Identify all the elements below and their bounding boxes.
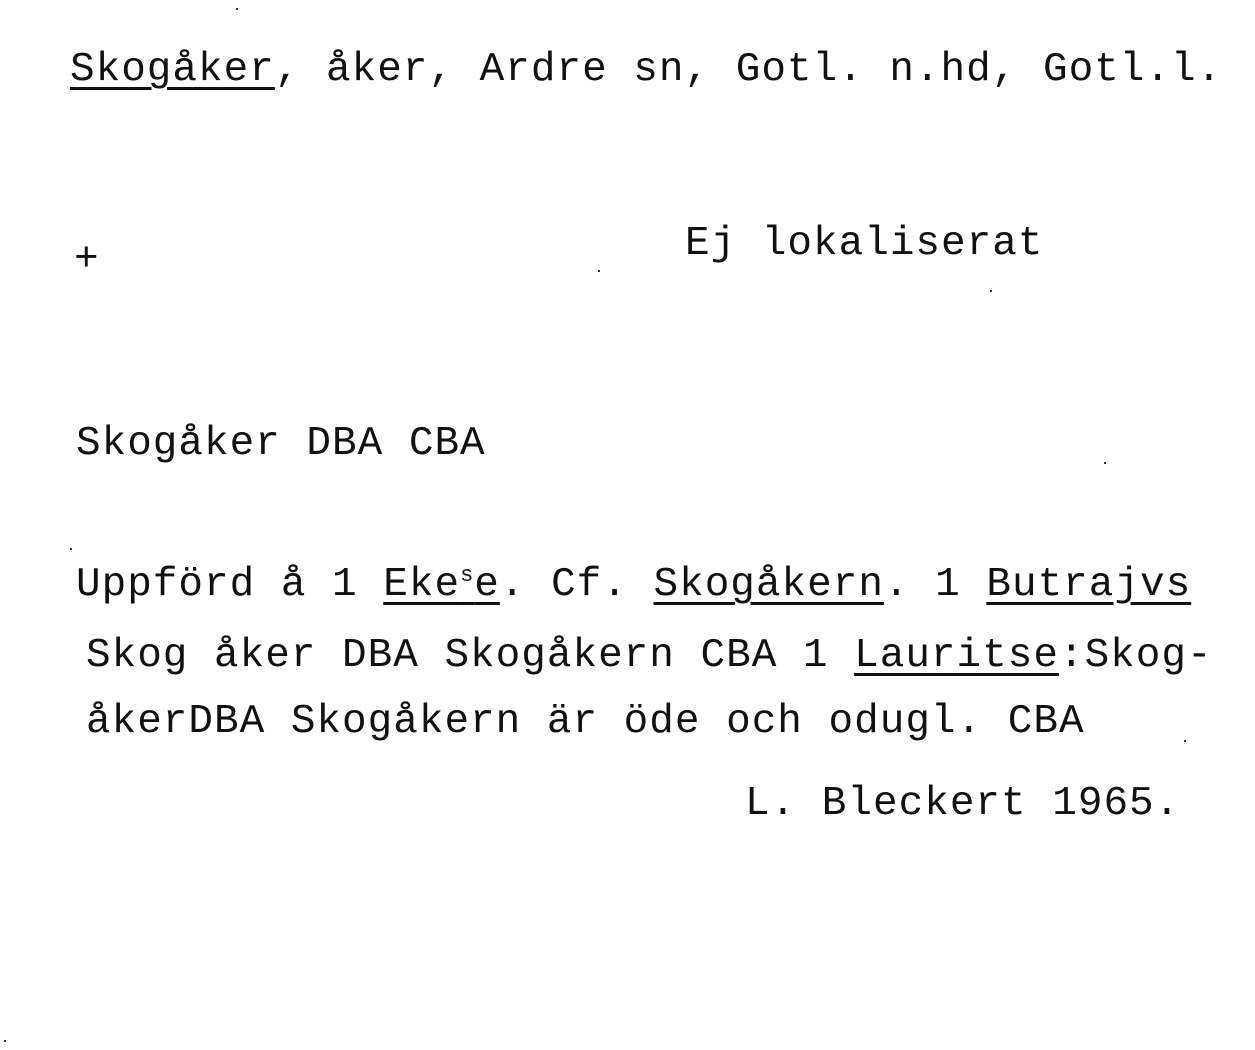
scan-speck [990,290,992,292]
record-text: . Cf. [499,562,654,608]
name-forms-line: Skogåker DBA CBA [76,421,486,467]
scan-speck [4,1040,6,1042]
card-heading [70,46,1222,94]
cross-reference-skogakern: Skogåkern [653,562,884,608]
scan-speck [1104,462,1106,464]
status-note: Ej lokaliserat [685,221,1044,267]
record-line-3: åkerDBA Skogåkern är öde och odugl. CBA [86,699,1085,745]
record-line-2 [86,632,1213,680]
record-text: Uppförd å 1 [76,562,384,608]
record-line-1 [76,552,1191,609]
heading-details: , åker, Ardre sn, Gotl. n.hd, Gotl.l. [274,47,1223,93]
plus-mark: + [74,237,100,283]
place-reference-lauritse: Lauritse [854,633,1059,679]
scan-speck [70,548,72,550]
scan-speck [598,270,600,272]
record-text: . 1 [883,562,987,608]
place-reference-ekese: Eke$^s$e [383,562,500,608]
scan-speck [1184,740,1186,742]
place-reference-butrajvs: Butrajvs [986,562,1192,608]
headword: Skogåker [70,47,275,93]
signature: L. Bleckert 1965. [745,781,1181,827]
scan-speck [236,8,238,10]
record-text: Skog åker DBA Skogåkern CBA 1 [86,633,855,679]
record-text: :Skog- [1058,633,1213,679]
